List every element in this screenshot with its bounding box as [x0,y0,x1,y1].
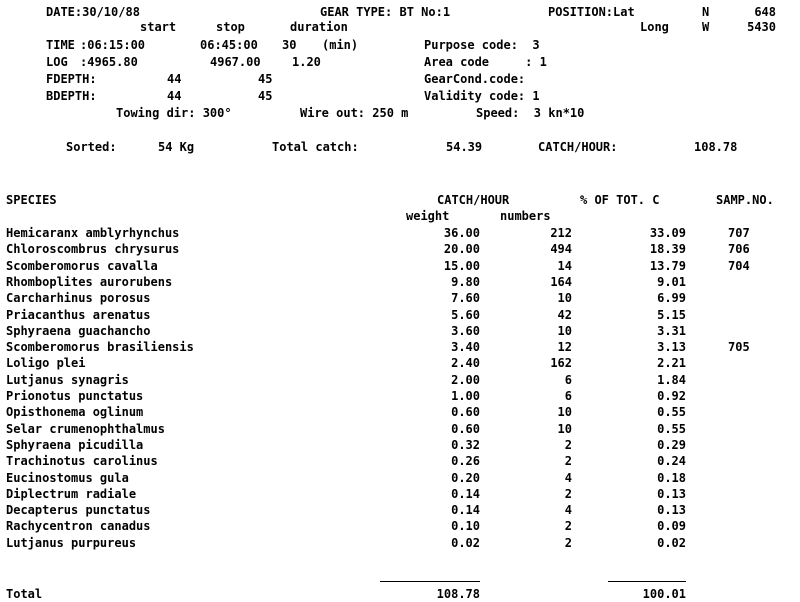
numbers-value: 12 [557,340,572,354]
numbers-value: 2 [564,536,572,550]
gearcond-code: GearCond.code: [424,72,526,86]
numbers-value: 2 [564,487,572,501]
numbers-value: 4 [564,503,572,517]
numbers-value: 6 [564,373,572,387]
pct-value: 3.13 [657,340,686,354]
position-label: POSITION:Lat [548,5,635,19]
fdepth-stop: 45 [258,72,273,86]
time-start: :06:15:00 [80,38,146,52]
species-name: Sphyraena picudilla [6,438,144,452]
lat-direction: N [702,5,710,19]
total-catch-value: 54.39 [446,140,483,154]
numbers-value: 162 [550,356,572,370]
time-label: TIME [46,38,75,52]
fdepth-start: 44 [167,72,182,86]
towing-direction: Towing dir: 300° [116,106,232,120]
pct-value: 13.79 [649,259,686,273]
pct-value: 2.21 [657,356,686,370]
weight-total-rule [380,581,480,582]
catch-hour-label: CATCH/HOUR: [538,140,618,154]
weight-value: 3.60 [451,324,480,338]
numbers-value: 10 [557,291,572,305]
pct-value: 18.39 [649,242,686,256]
catch-hour-column-header: CATCH/HOUR [437,193,510,207]
species-name: Diplectrum radiale [6,487,137,501]
species-name: Prionotus punctatus [6,389,144,403]
species-name: Chloroscombrus chrysurus [6,242,180,256]
species-name: Carcharhinus porosus [6,291,151,305]
weight-value: 0.10 [451,519,480,533]
sample-number-column-header: SAMP.NO. [716,193,774,207]
pct-value: 9.01 [657,275,686,289]
total-pct: 100.01 [642,587,686,601]
numbers-value: 164 [550,275,572,289]
numbers-value: 2 [564,519,572,533]
numbers-value: 10 [557,405,572,419]
date-field: DATE:30/10/88 [46,5,140,19]
species-name: Lutjanus synagris [6,373,129,387]
weight-value: 0.14 [451,487,480,501]
sample-number: 704 [728,259,750,273]
species-name: Rachycentron canadus [6,519,151,533]
log-duration: 1.20 [292,55,321,69]
weight-value: 1.00 [451,389,480,403]
pct-value: 6.99 [657,291,686,305]
numbers-subheader: numbers [500,209,551,223]
start-column-header: start [140,20,177,34]
total-catch-label: Total catch: [272,140,359,154]
pct-value: 0.55 [657,405,686,419]
long-direction: W [702,20,710,34]
purpose-code: Purpose code: 3 [424,38,540,52]
weight-subheader: weight [406,209,450,223]
weight-value: 0.26 [451,454,480,468]
pct-value: 0.24 [657,454,686,468]
gear-type-field: GEAR TYPE: BT No:1 [320,5,451,19]
sample-number: 707 [728,226,750,240]
species-column-header: SPECIES [6,193,57,207]
sorted-label: Sorted: [66,140,117,154]
pct-value: 0.55 [657,422,686,436]
numbers-value: 4 [564,471,572,485]
species-name: Priacanthus arenatus [6,308,151,322]
weight-value: 2.00 [451,373,480,387]
species-name: Loligo plei [6,356,86,370]
numbers-value: 10 [557,324,572,338]
pct-value: 0.09 [657,519,686,533]
pct-value: 1.84 [657,373,686,387]
species-name: Scomberomorus brasiliensis [6,340,194,354]
numbers-value: 6 [564,389,572,403]
pct-value: 0.13 [657,487,686,501]
speed: Speed: 3 kn*10 [476,106,585,120]
log-start: :4965.80 [80,55,138,69]
duration-column-header: duration [290,20,348,34]
log-stop: 4967.00 [210,55,261,69]
weight-value: 7.60 [451,291,480,305]
numbers-value: 2 [564,438,572,452]
bdepth-stop: 45 [258,89,273,103]
species-name: Trachinotus carolinus [6,454,158,468]
bdepth-label: BDEPTH: [46,89,97,103]
weight-value: 0.20 [451,471,480,485]
numbers-value: 14 [557,259,572,273]
long-value: 5430 [747,20,776,34]
species-name: Sphyraena guachancho [6,324,151,338]
weight-value: 0.60 [451,422,480,436]
total-weight: 108.78 [436,587,480,601]
weight-value: 9.80 [451,275,480,289]
area-code: Area code : 1 [424,55,547,69]
species-name: Lutjanus purpureus [6,536,137,550]
long-label: Long [640,20,669,34]
bdepth-start: 44 [167,89,182,103]
pct-value: 0.92 [657,389,686,403]
numbers-value: 494 [550,242,572,256]
pct-total-rule [608,581,686,582]
species-name: Hemicaranx amblyrhynchus [6,226,180,240]
species-name: Selar crumenophthalmus [6,422,165,436]
pct-value: 0.29 [657,438,686,452]
weight-value: 0.60 [451,405,480,419]
weight-value: 0.32 [451,438,480,452]
species-name: Decapterus punctatus [6,503,151,517]
weight-value: 5.60 [451,308,480,322]
weight-value: 0.14 [451,503,480,517]
species-name: Opisthonema oglinum [6,405,144,419]
weight-value: 2.40 [451,356,480,370]
weight-value: 0.02 [451,536,480,550]
weight-value: 15.00 [443,259,480,273]
weight-value: 3.40 [451,340,480,354]
numbers-value: 10 [557,422,572,436]
log-label: LOG [46,55,68,69]
wire-out: Wire out: 250 m [300,106,409,120]
sorted-value: 54 Kg [158,140,195,154]
total-label: Total [6,587,43,601]
time-stop: 06:45:00 [200,38,258,52]
pct-total-column-header: % OF TOT. C [580,193,660,207]
species-name: Scomberomorus cavalla [6,259,158,273]
numbers-value: 2 [564,454,572,468]
lat-value: 648 [754,5,776,19]
sample-number: 706 [728,242,750,256]
pct-value: 0.02 [657,536,686,550]
time-unit: (min) [322,38,359,52]
stop-column-header: stop [216,20,245,34]
sample-number: 705 [728,340,750,354]
numbers-value: 42 [557,308,572,322]
weight-value: 20.00 [443,242,480,256]
pct-value: 0.18 [657,471,686,485]
fdepth-label: FDEPTH: [46,72,97,86]
pct-value: 33.09 [649,226,686,240]
time-duration: 30 [282,38,297,52]
pct-value: 0.13 [657,503,686,517]
weight-value: 36.00 [443,226,480,240]
species-name: Rhomboplites aurorubens [6,275,173,289]
species-name: Eucinostomus gula [6,471,129,485]
numbers-value: 212 [550,226,572,240]
pct-value: 3.31 [657,324,686,338]
validity-code: Validity code: 1 [424,89,540,103]
catch-hour-value: 108.78 [694,140,738,154]
pct-value: 5.15 [657,308,686,322]
